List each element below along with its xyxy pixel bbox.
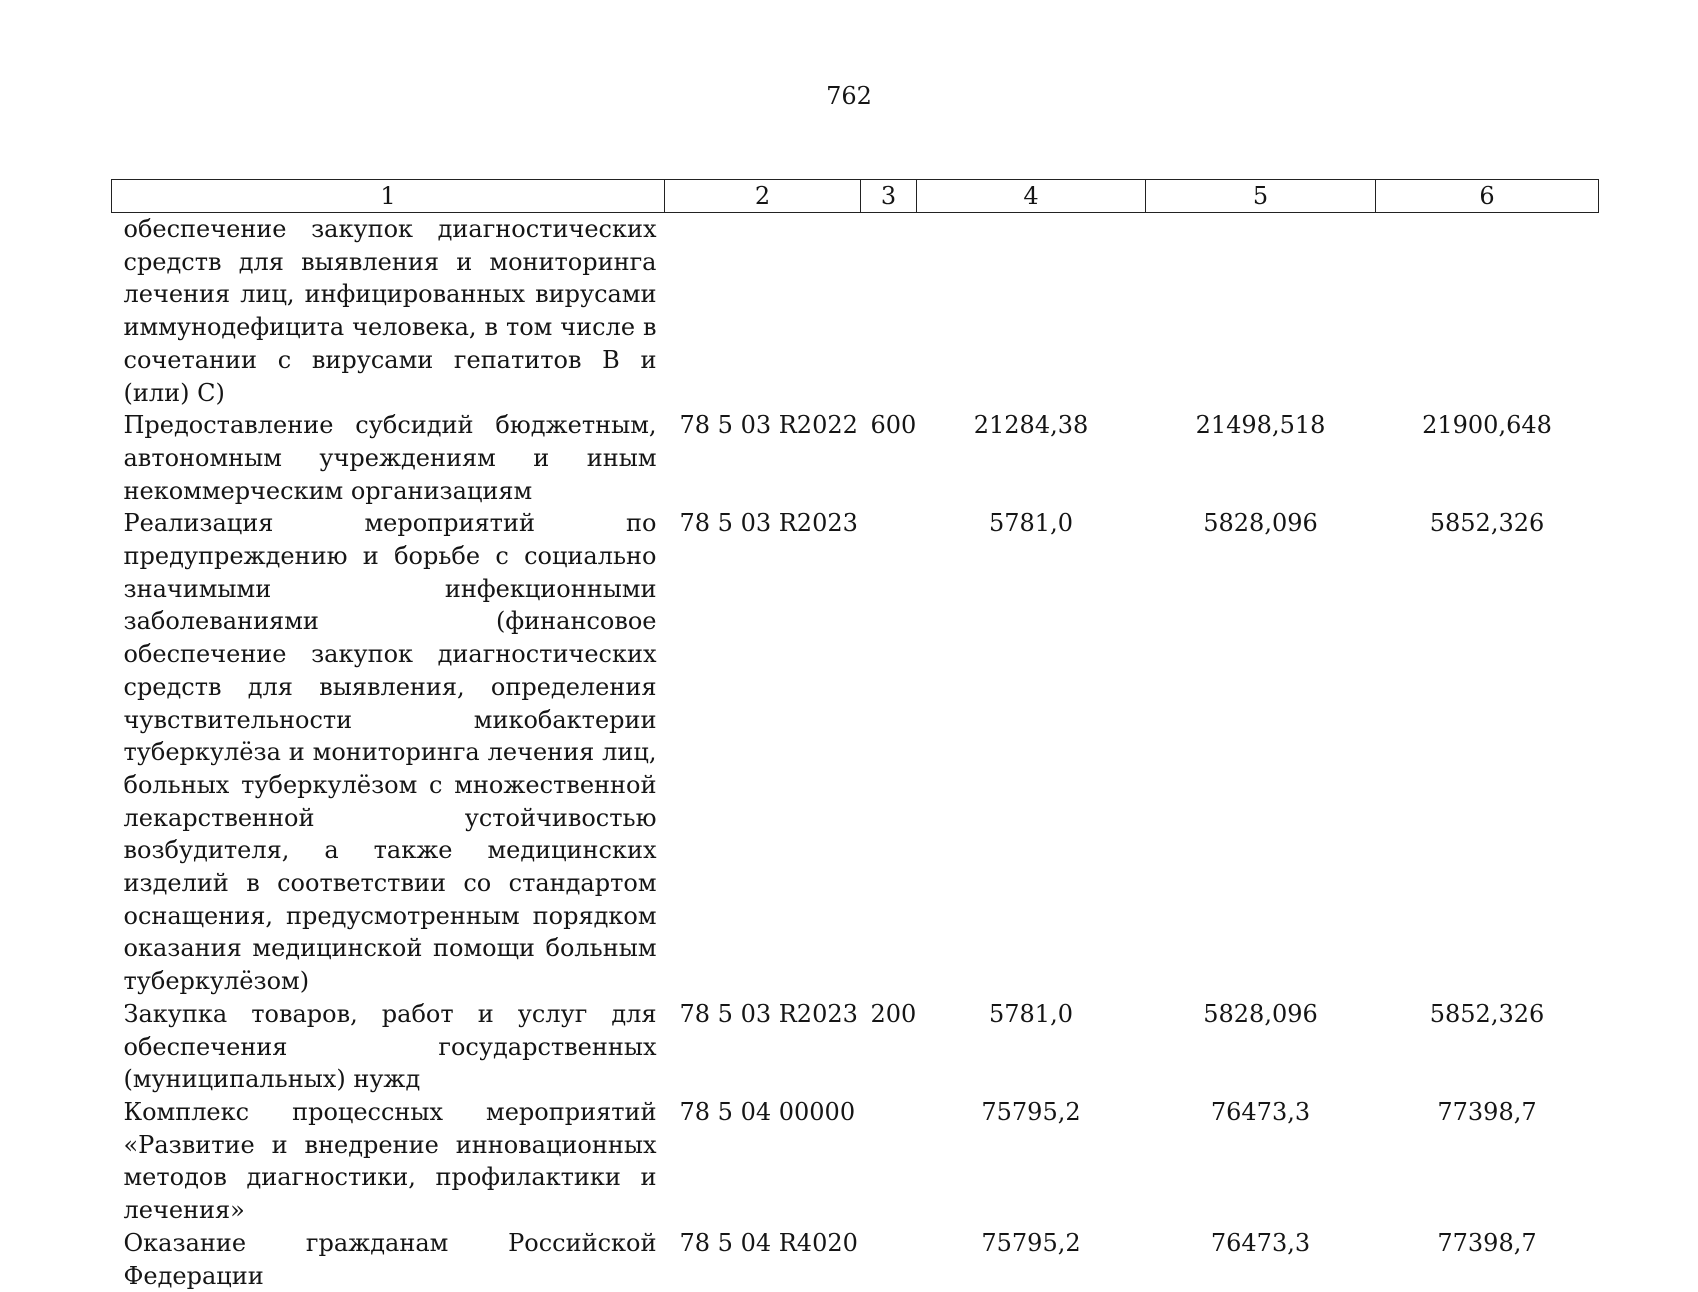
- column-header-5: 5: [1146, 180, 1376, 213]
- column-header-4: 4: [917, 180, 1146, 213]
- table-row: [112, 1096, 1599, 1227]
- table-row: [112, 507, 1599, 998]
- table-header: [112, 180, 1599, 213]
- column-header-1: 1: [112, 180, 665, 213]
- table-row: [112, 998, 1599, 1096]
- row-target-code: [665, 213, 861, 410]
- row-description: обеспечение закупок диагностических средств для выявления и мониторинга лечения лиц, инфицированных вирусами иммунодефицита человека, в том числе в сочетании с вирусами гепатитов B и (или) C): [112, 213, 665, 410]
- row-target-code: 78 5 03 R2023: [665, 998, 861, 1096]
- row-target-code: 78 5 04 R4020: [665, 1227, 861, 1292]
- row-amount-col5: [1146, 213, 1376, 410]
- row-amount-col6: [1376, 213, 1599, 410]
- row-amount-col4: [917, 213, 1146, 410]
- table-body: [112, 213, 1599, 1292]
- row-amount-col4: 21284,38: [917, 409, 1146, 507]
- row-amount-col6: 77398,7: [1376, 1227, 1599, 1292]
- row-expense-type: [861, 213, 917, 410]
- header-row: [112, 180, 1599, 213]
- table-row: [112, 409, 1599, 507]
- row-amount-col6: 5852,326: [1376, 507, 1599, 998]
- row-description: Предоставление субсидий бюджетным, автономным учреждениям и иным некоммерческим организациям: [112, 409, 665, 507]
- row-amount-col4: 75795,2: [917, 1227, 1146, 1292]
- row-amount-col5: 21498,518: [1146, 409, 1376, 507]
- row-description: Реализация мероприятий по предупреждению и борьбе с социально значимыми инфекционными заболеваниями (финансовое обеспечение закупок диагностических средств для выявления, определения чувствительности микобактерии туберкулёза и мониторинга лечения лиц, больных туберкулёзом с множественной лекарственной устойчивостью возбудителя, а также медицинских изделий в соответствии со стандартом оснащения, предусмотренным порядком оказания медицинской помощи больным туберкулёзом): [112, 507, 665, 998]
- table-row: [112, 1227, 1599, 1292]
- row-amount-col4: 75795,2: [917, 1096, 1146, 1227]
- row-amount-col5: 5828,096: [1146, 998, 1376, 1096]
- row-amount-col4: 5781,0: [917, 998, 1146, 1096]
- column-header-3: 3: [861, 180, 917, 213]
- row-expense-type: [861, 507, 917, 998]
- row-expense-type: 600: [861, 409, 917, 507]
- row-description: Закупка товаров, работ и услуг для обеспечения государственных (муниципальных) нужд: [112, 998, 665, 1096]
- row-expense-type: [861, 1227, 917, 1292]
- row-amount-col6: 21900,648: [1376, 409, 1599, 507]
- row-target-code: 78 5 04 00000: [665, 1096, 861, 1227]
- budget-table: [111, 179, 1599, 1292]
- row-amount-col5: 5828,096: [1146, 507, 1376, 998]
- column-header-6: 6: [1376, 180, 1599, 213]
- row-amount-col6: 5852,326: [1376, 998, 1599, 1096]
- table-row: [112, 213, 1599, 410]
- row-amount-col5: 76473,3: [1146, 1227, 1376, 1292]
- row-target-code: 78 5 03 R2022: [665, 409, 861, 507]
- row-target-code: 78 5 03 R2023: [665, 507, 861, 998]
- row-expense-type: [861, 1096, 917, 1227]
- row-amount-col5: 76473,3: [1146, 1096, 1376, 1227]
- row-amount-col6: 77398,7: [1376, 1096, 1599, 1227]
- row-description: Оказание гражданам Российской Федерации: [112, 1227, 665, 1292]
- page-number: 762: [0, 82, 1698, 110]
- row-description: Комплекс процессных мероприятий «Развитие и внедрение инновационных методов диагностики, профилактики и лечения»: [112, 1096, 665, 1227]
- column-header-2: 2: [665, 180, 861, 213]
- row-amount-col4: 5781,0: [917, 507, 1146, 998]
- row-expense-type: 200: [861, 998, 917, 1096]
